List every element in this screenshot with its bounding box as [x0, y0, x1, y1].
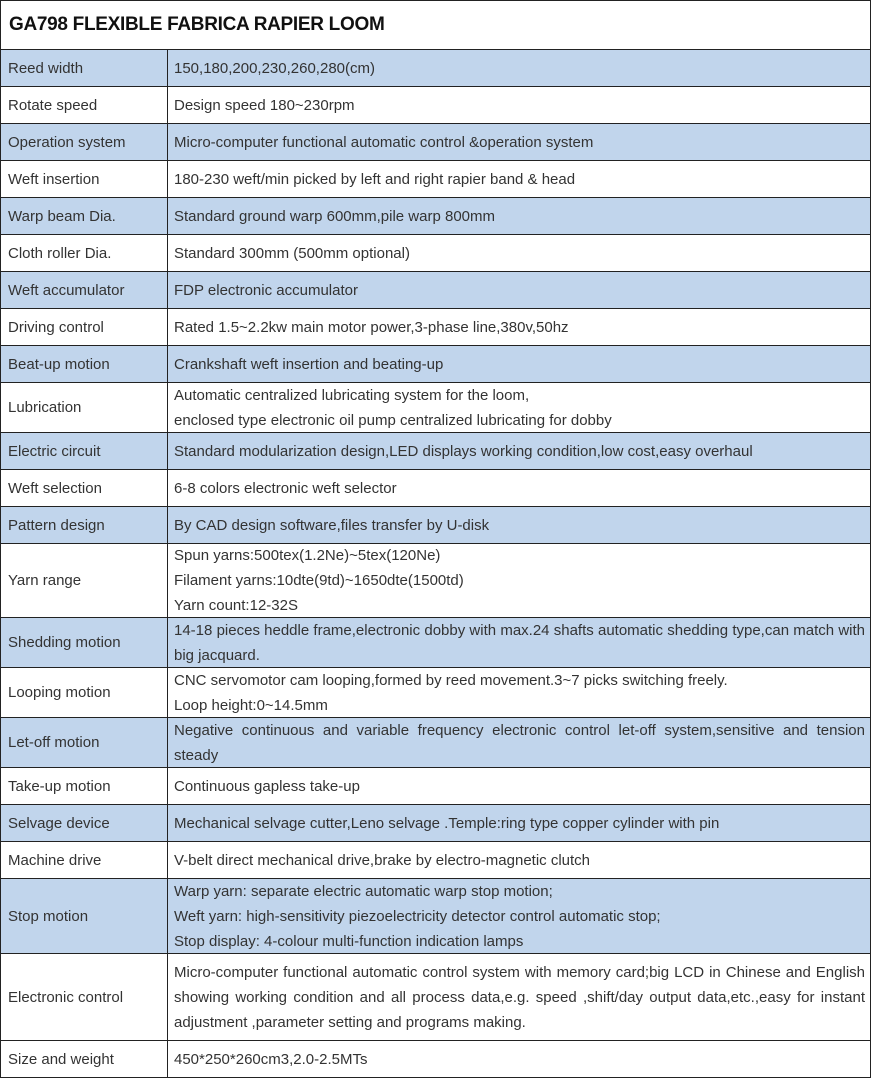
table-row [1, 954, 870, 1041]
table-title: GA798 FLEXIBLE FABRICA RAPIER LOOM [1, 1, 870, 50]
row-value [168, 383, 870, 432]
row-label: Machine drive [1, 842, 168, 878]
row-value [168, 718, 870, 767]
row-value [168, 309, 870, 345]
table-row [1, 161, 870, 198]
row-value [168, 433, 870, 469]
value-line: Rated 1.5~2.2kw main motor power,3-phase line,380v,50hz [174, 318, 569, 336]
value-line: Design speed 180~230rpm [174, 96, 355, 114]
row-label: Warp beam Dia. [1, 198, 168, 234]
row-value [168, 50, 870, 86]
row-label: Driving control [1, 309, 168, 345]
row-label: Take-up motion [1, 768, 168, 804]
row-value [168, 235, 870, 271]
row-value [168, 124, 870, 160]
row-label: Size and weight [1, 1041, 168, 1077]
table-row [1, 124, 870, 161]
row-value [168, 544, 870, 617]
table-row [1, 668, 870, 718]
row-label: Rotate speed [1, 87, 168, 123]
table-row [1, 1041, 870, 1078]
row-label: Pattern design [1, 507, 168, 543]
table-row [1, 768, 870, 805]
table-row [1, 309, 870, 346]
row-value [168, 1041, 870, 1077]
value-line: Warp yarn: separate electric automatic warp stop motion; [174, 882, 553, 900]
value-line: By CAD design software,files transfer by U-disk [174, 516, 490, 534]
row-label: Yarn range [1, 544, 168, 617]
table-row [1, 805, 870, 842]
value-line: Crankshaft weft insertion and beating-up [174, 355, 444, 373]
row-label: Lubrication [1, 383, 168, 432]
table-row [1, 87, 870, 124]
value-line: Mechanical selvage cutter,Leno selvage .Temple:ring type copper cylinder with pin [174, 814, 720, 832]
table-row [1, 718, 870, 768]
row-label: Shedding motion [1, 618, 168, 667]
row-value [168, 470, 870, 506]
value-line: Filament yarns:10dte(9td)~1650dte(1500td) [174, 572, 464, 589]
value-line: Spun yarns:500tex(1.2Ne)~5tex(120Ne) [174, 547, 441, 564]
value-line: Loop height:0~14.5mm [174, 696, 328, 714]
row-value [168, 507, 870, 543]
value-line: enclosed type electronic oil pump centralized lubricating for dobby [174, 411, 612, 429]
table-row [1, 346, 870, 383]
row-label: Weft accumulator [1, 272, 168, 308]
value-line: 150,180,200,230,260,280(cm) [174, 59, 375, 77]
row-label: Weft selection [1, 470, 168, 506]
value-line: Standard ground warp 600mm,pile warp 800mm [174, 207, 495, 225]
table-row [1, 198, 870, 235]
table-row [1, 235, 870, 272]
value-line: V-belt direct mechanical drive,brake by electro-magnetic clutch [174, 851, 591, 869]
row-label: Looping motion [1, 668, 168, 717]
row-value [168, 618, 870, 667]
value-line: FDP electronic accumulator [174, 281, 358, 299]
table-row [1, 383, 870, 433]
table-row [1, 272, 870, 309]
row-label: Cloth roller Dia. [1, 235, 168, 271]
value-line: Stop display: 4-colour multi-function indication lamps [174, 932, 524, 950]
table-row [1, 50, 870, 87]
row-value [168, 768, 870, 804]
row-value [168, 954, 870, 1040]
row-label: Electronic control [1, 954, 168, 1040]
row-label: Beat-up motion [1, 346, 168, 382]
value-line: 6-8 colors electronic weft selector [174, 479, 397, 497]
row-value [168, 87, 870, 123]
row-label: Electric circuit [1, 433, 168, 469]
row-label: Selvage device [1, 805, 168, 841]
table-row [1, 470, 870, 507]
spec-rows [1, 50, 870, 1078]
value-line: Micro-computer functional automatic control system with memory card;big LCD in Chinese and English showing working condition and all process data,e.g. speed ,shift/day output data,etc.,easy for instant adjustment ,parameter setting and programs making. [174, 963, 865, 1031]
value-line: Yarn count:12-32S [174, 597, 298, 614]
value-line: Standard 300mm (500mm optional) [174, 244, 410, 262]
table-row [1, 433, 870, 470]
table-row [1, 842, 870, 879]
row-value [168, 805, 870, 841]
value-line: Micro-computer functional automatic control &operation system [174, 133, 594, 151]
row-value [168, 879, 870, 953]
value-line: Continuous gapless take-up [174, 777, 360, 795]
row-value [168, 198, 870, 234]
value-line: Standard modularization design,LED displays working condition,low cost,easy overhaul [174, 442, 753, 460]
table-row [1, 879, 870, 954]
row-label: Weft insertion [1, 161, 168, 197]
table-row [1, 618, 870, 668]
row-label: Let-off motion [1, 718, 168, 767]
value-line: 450*250*260cm3,2.0-2.5MTs [174, 1050, 368, 1068]
value-line: Negative continuous and variable frequency electronic control let-off system,sensitive and tension steady [174, 721, 865, 764]
row-label: Stop motion [1, 879, 168, 953]
value-line: 180-230 weft/min picked by left and right rapier band & head [174, 170, 576, 188]
value-line: 14-18 pieces heddle frame,electronic dobby with max.24 shafts automatic shedding type,can match with big jacquard. [174, 621, 865, 664]
row-value [168, 346, 870, 382]
row-label: Reed width [1, 50, 168, 86]
value-line: Automatic centralized lubricating system for the loom, [174, 386, 530, 404]
table-row [1, 507, 870, 544]
table-row [1, 544, 870, 618]
row-value [168, 842, 870, 878]
row-label: Operation system [1, 124, 168, 160]
value-line: CNC servomotor cam looping,formed by reed movement.3~7 picks switching freely. [174, 671, 728, 689]
row-value [168, 272, 870, 308]
value-line: Weft yarn: high-sensitivity piezoelectricity detector control automatic stop; [174, 907, 661, 925]
row-value [168, 668, 870, 717]
row-value [168, 161, 870, 197]
